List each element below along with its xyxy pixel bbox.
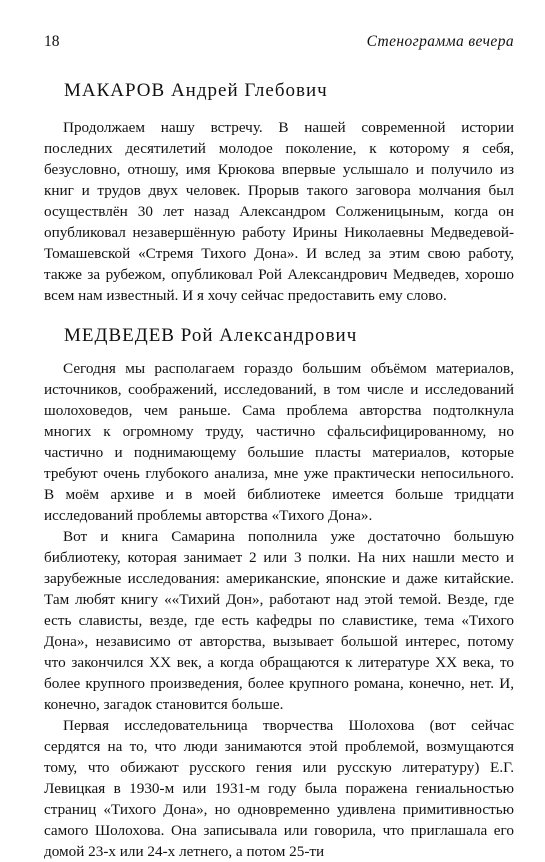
paragraph-makarov-1: Продолжаем нашу встречу. В нашей современной истории последних десятилетий молодое поколение, к которому я себя, безусловно, отношу, имя Крюкова впервые услышало и получило из книг и трудов двух человек. Прорыв такого заговора молчания был осуществлён 30 лет назад Александром Солженицыным, когда он опубликовал незавершённую работу Ирины Николаевны Медведевой-Томашевской «Стремя Тихого Дона». И вслед за этим свою работу, также за рубежом, опубликовал Рой Александрович Медведев, хорошо всем нам известный. И я хочу сейчас предоставить ему слово. <box>44 119 514 304</box>
running-header <box>44 33 514 51</box>
speaker-heading-medvedev: МЕДВЕДЕВ Рой Александрович <box>64 325 358 346</box>
page-number: 18 <box>44 33 60 50</box>
paragraph-medvedev-1: Сегодня мы располагаем гораздо большим объёмом материалов, источников, соображений, исследований, в том числе и исследований шолоховедов, чем раньше. Сама проблема авторства подтолкнула многих к огромному труду, частично сфальсифицированному, но частично и поднимающему большие пласты материалов, которые требуют очень глубокого анализа, мне уже практически непосильного. В моём архиве и в моей библиотеке имеется больше тридцати исследований проблемы авторства «Тихого Дона». <box>44 360 514 524</box>
book-page <box>44 33 514 862</box>
running-title: Стенограмма вечера <box>366 33 514 50</box>
paragraph-medvedev-2: Вот и книга Самарина пополнила уже достаточно большую библиотеку, которая занимает 2 или 3 полки. На них нашли место и зарубежные исследования: американские, японские и даже китайские. Там любят книгу ««Тихий Дон», работают над этой темой. Везде, где есть слависты, везде, где есть кафедры по славистике, тема «Тихого Дона», независимо от авторства, вызывает большой интерес, потому что закончился XX век, а когда обращаются к литературе XX века, то более крупного произведения, более крупного романа, конечно, нет. И, конечно, загадок становится больше. <box>44 528 514 713</box>
speaker-heading-makarov: МАКАРОВ Андрей Глебович <box>64 80 328 101</box>
paragraph-medvedev-3: Первая исследовательница творчества Шолохова (вот сейчас сердятся на то, что люди занимаются этой проблемой, возмущаются тому, что обижают русского гения или русскую литературу) Е.Г. Левицкая в 1930-м или 1931-м году была поражена гениальностью страниц «Тихого Дона», но одновременно удивлена примитивностью самого Шолохова. Она записывала или говорила, что приглашала его домой 23-х или 24-х летнего, а потом 25-ти <box>44 717 514 860</box>
